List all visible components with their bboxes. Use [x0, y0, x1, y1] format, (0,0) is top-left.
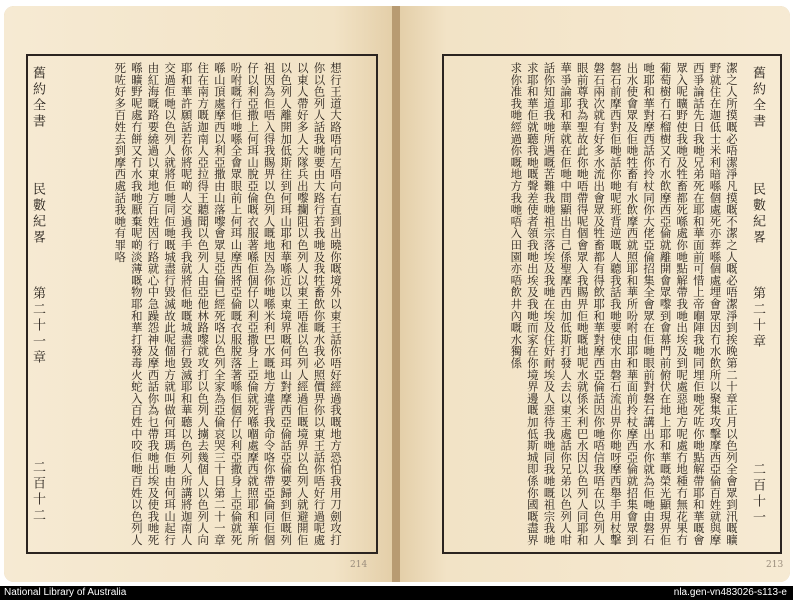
left-page-number: 二百十二: [30, 460, 45, 524]
footer-source: National Library of Australia: [4, 587, 127, 598]
book-spread: [4, 6, 790, 582]
left-book-name: 民數紀畧: [30, 182, 45, 246]
footer-identifier: nla.gen-vn483026-s113-e: [673, 587, 787, 598]
archive-footer-bar: [0, 586, 793, 600]
book-gutter: [392, 6, 400, 582]
right-folio-stamp: 213: [766, 560, 784, 570]
right-chapter-label: 第二十章: [750, 286, 765, 350]
right-book-name: 民數紀畧: [750, 182, 765, 246]
right-running-title: 舊約全書: [750, 66, 765, 130]
left-running-title: 舊約全書: [30, 66, 45, 130]
left-chapter-label: 第二十一章: [30, 286, 45, 366]
left-body-text: 想行王道大路唔向左唔向右直到出曉你嘅境外以東王話你唔好經過我嘅地方恐怕我用刀劍攻打你以色列人話我哋要由大路行若我哋及我牲畜飲你嘅水我必照價畀你以東王話你唔好行過呢處以東人帶好多人大隊兵出嚟攔阻以色列人以東王唔准以色列人經過佢嘅境界以色列人就避開佢以色列人離開加低斯往到何珥山耶和華喺近以東境界嘅何珥山對摩西亞倫話亞倫要歸到佢嘅列祖因為佢唔入得我賜畀以色列人嘅地因為你哋喺米利巴水嘅地方違背我命令咯你帶亞倫同佢個仔以利亞撒上何珥山脫亞倫嘅衣服著喺佢個仔以利亞撒身上亞倫就死喺嗰處摩西就照耶和華所吩咐嘅行佢哋喺全會眾眼前上何珥山摩西將亞倫嘅衣服脫落著喺佢個仔以利亞撒身上亞倫就死喺山頂處摩西以利亞撒由山落嚟會眾見亞倫已經死咯以色列全家為亞倫哀哭三十日第二十一章住在南方嘅迦南人亞拉得王聽聞以色列人由亞他林路嚟就攻打以色列人擄去幾個人以色列人向耶和華許願話若你將呢啲人交過我手我就將佢哋嘅城盡行毀滅耶和華聽以色列人所講將迦南人交過佢哋以色列人就將佢哋同佢哋嘅城盡行毀滅故此呢個地方就叫做何珥瑪佢哋由何珥山起行由紅海嘅路要繞過以東地方百姓因行路就心中急躁怨神及摩西話你為乜帶我哋出埃及使我哋死喺曠野呢處冇餅又冇水我哋厭棄呢啲淡薄嘅物耶和華打發毒火蛇入百姓中咬佢哋百姓以色列人死咗好多百姓去到摩西處話我哋有罪咯: [113, 62, 343, 546]
right-page-number: 二百十一: [750, 462, 765, 526]
right-body-text: 潔之人所摸嘅必唔潔淨凡摸嘅不潔之人嘅必唔潔淨到挨晚第二十章正月以色列全會眾到汛嘅曠野就住在迦低士米利暗喺個處死亦葬喺個處埋會眾因冇水飲所以聚集攻擊摩西亞倫百姓就與摩西爭論話先日我哋兄弟死在耶和華面前可惜上帝嗰陣我哋同埋佢哋死咗你哋點解帶耶和華嘅會眾入呢曠野使我哋及牲畜都死喺處你哋點解帶我哋出埃及到呢處惡地方呢處冇地種冇無花果冇葡萄樹冇石榴樹又冇水飲摩西亞倫就離開會眾嚟到會幕門前俯伏在地上耶和華嘅榮光顯現畀佢哋耶和華對摩西話你拎杖同你大佬亞倫招集全會眾在佢哋眼前對磐石講出水你就為佢哋由磐石出水使會眾及佢哋牲畜有水飲摩西就照耶和華所吩咐由耶和華面前拎杖摩西亞倫就招集會眾到磐石前摩西對佢哋話你哋呢班背逆嘅人聽我話我哋要使水由磐石流出畀你哋呀摩西舉手用杖擊磐石兩次就有好多水流出會眾及牲畜都有得飲耶和華對摩西亞倫話因你哋唔信我唔在以色列人眼前尊我為聖故此你哋唔帶得呢個會眾入我賜畀佢哋嘅地呢水就係米利巴水因以色列人同耶和華爭論耶和華就在佢哋中間顯出自己係聖摩西由加低斯打發人去以東王處話你兄弟以色列人咁話你知道我哋所遇嘅苦難我哋祖宗落埃及我哋在埃及住好耐埃及人惡待我哋同我哋嘅祖宗我哋求耶和華佢就聽我哋嘅聲差使者領我哋出埃及我哋而家在你境界邊嘅加低斯城即係你國嘅盡界求你准我哋經過你嘅地方我哋唔入田園亦唔飲井內嘅水獨係: [509, 62, 739, 546]
left-folio-stamp: 214: [350, 560, 368, 570]
